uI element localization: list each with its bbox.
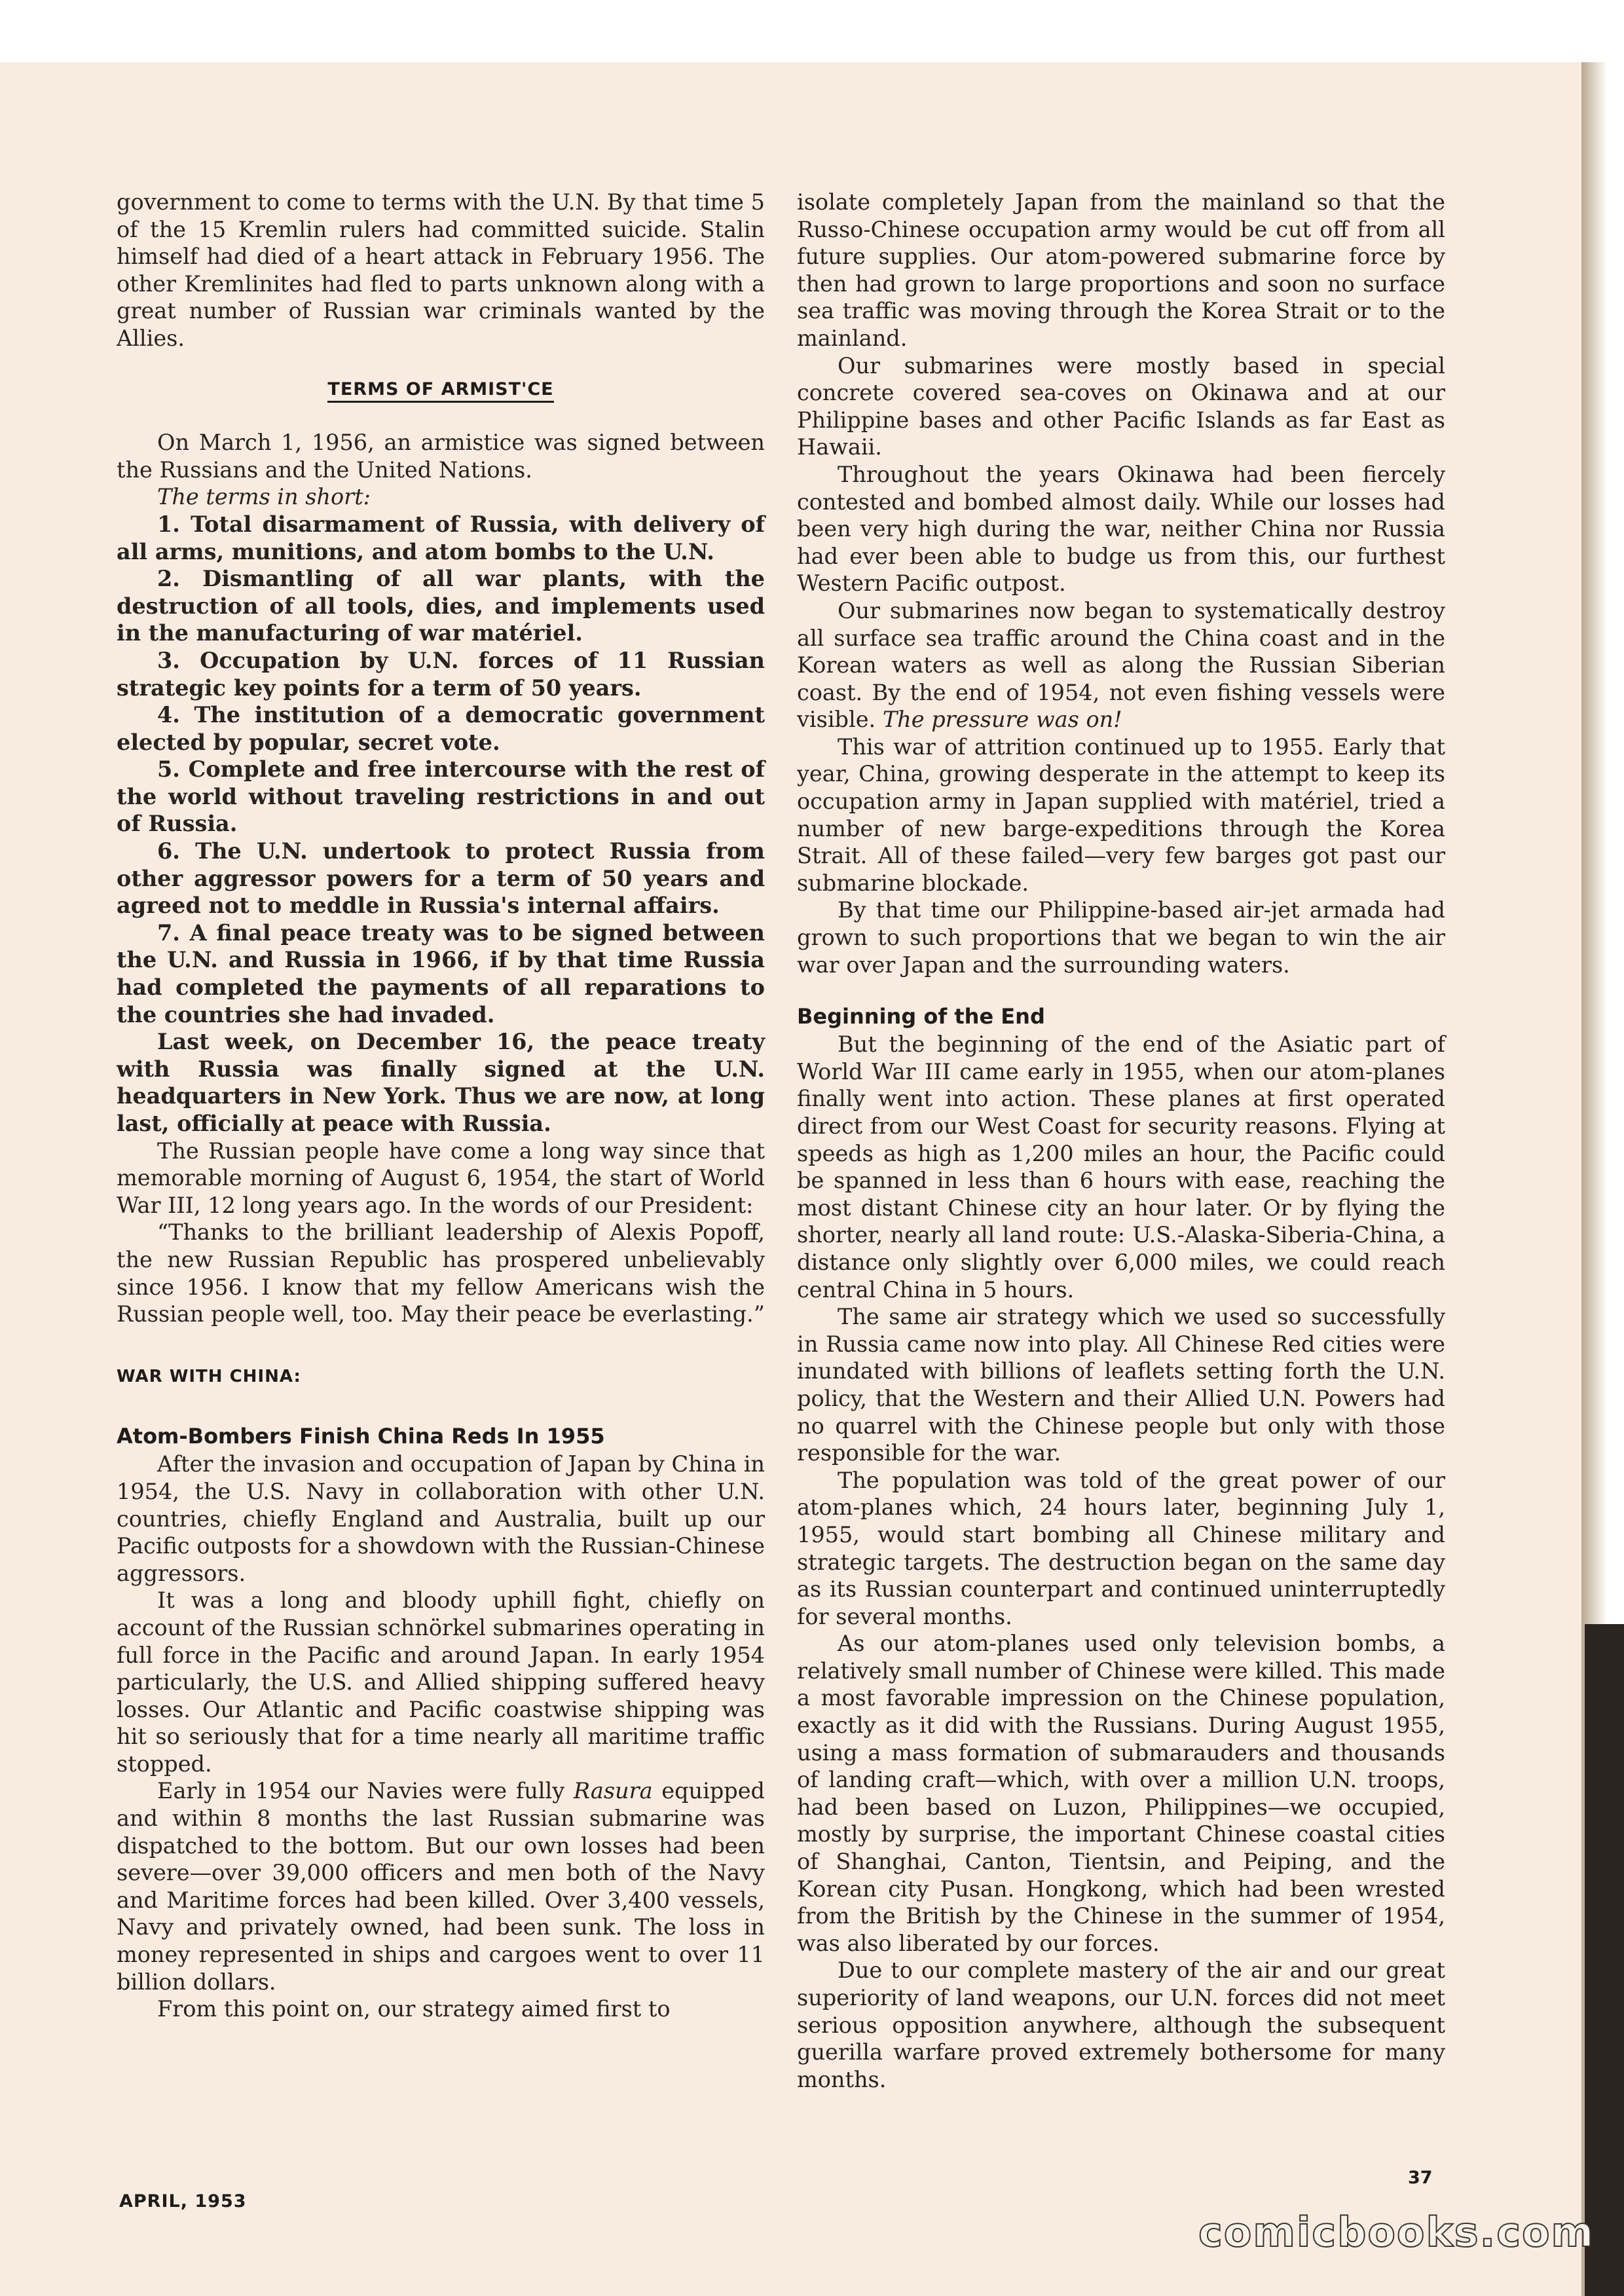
italic-phrase: The pressure was on! [882, 707, 1122, 733]
left-column [117, 189, 765, 2023]
text-run: Our submarines now began to systematically destroy all surface sea traffic around the China coast and in the Korean waters as well as along the Russian Siberian coast. By the end of 1954, not even fishing vessels were visible. [797, 597, 1445, 733]
text-run: Early in 1954 our Navies were fully [157, 1778, 574, 1804]
paragraph [117, 1777, 765, 1995]
issue-date: APRIL, 1953 [119, 2191, 247, 2212]
paragraph: Due to our complete mastery of the air and our great superiority of land weapons, our U.N. forces did not meet serious opposition anywhere, although the subsequent guerilla warfare proved extremely bothersome for many months. [797, 1957, 1445, 2092]
subheading-beginning-of-the-end: Beginning of the End [797, 1004, 1045, 1029]
section-heading-terms [117, 376, 765, 403]
term-item: 5. Complete and free intercourse with the rest of the world without traveling restrictions in and out of Russia. [117, 756, 765, 837]
dark-margin-strip [1585, 1624, 1624, 2296]
term-item: 3. Occupation by U.N. forces of 11 Russian strategic key points for a term of 50 years. [117, 647, 765, 701]
president-quote: “Thanks to the brilliant leadership of Alexis Popoff, the new Russian Republic has prospered unbelievably since 1956. I know that my fellow Americans wish the Russian people well, too. May their peace be everlasting.” [117, 1219, 765, 1327]
terms-heading-text: TERMS OF ARMIST'CE [327, 379, 553, 403]
term-item: 6. The U.N. undertook to protect Russia from other aggressor powers for a term of 50 years and agreed not to meddle in Russia's internal affairs. [117, 838, 765, 919]
paragraph: After the invasion and occupation of Japan by China in 1954, the U.S. Navy in collaboration with other U.N. countries, chiefly England and Australia, built up our Pacific outposts for a showdown with the Russian-Chinese aggressors. [117, 1451, 765, 1586]
term-item: 4. The institution of a democratic government elected by popular, secret vote. [117, 702, 765, 755]
paragraph: The population was told of the great power of our atom-planes which, 24 hours later, beginning July 1, 1955, would start bombing all Chinese military and strategic targets. The destruction began on the same day as its Russian counterpart and continued uninterruptedly for several months. [797, 1467, 1445, 1629]
paragraph: From this point on, our strategy aimed first to [157, 1996, 671, 2022]
paragraph: isolate completely Japan from the mainland so that the Russo-Chinese occupation army would be cut off from all future supplies. Our atom-powered submarine force by then had grown to large proportions and soon no surface sea traffic was moving through the Korea Strait or to the mainland. [797, 189, 1445, 351]
paragraph: The Russian people have come a long way since that memorable morning of August 6, 1954, the start of World War III, 12 long years ago. In the words of our President: [117, 1138, 765, 1218]
paragraph: On March 1, 1956, an armistice was signed between the Russians and the United Nations. [117, 430, 765, 483]
paragraph: It was a long and bloody uphill fight, chiefly on account of the Russian schnörkel submarines operating in full force in the Pacific and around Japan. In early 1954 particularly, the U.S. and Allied shipping suffered heavy losses. Our Atlantic and Pacific coastwise shipping was hit so seriously that for a time nearly all maritime traffic stopped. [117, 1587, 766, 1777]
paragraph: But the beginning of the end of the Asiatic part of World War III came early in 1955, when our atom-planes finally went into action. These planes at first operated direct from our West Coast for security reasons. Flying at speeds as high as 1,200 miles an hour, the Pacific could be spanned in less than 6 hours with ease, reaching the most distant Chinese city an hour later. Or by flying the shorter, nearly all land route: U.S.-Alaska-Siberia-China, a distance only slightly over 6,000 miles, we could reach central China in 5 hours. [797, 1031, 1445, 1303]
term-item: 2. Dismantling of all war plants, with the destruction of all tools, dies, and implements used in the manufacturing of war matériel. [117, 566, 765, 646]
paragraph: Throughout the years Okinawa had been fiercely contested and bombed almost daily. While our losses had been very high during the war, neither China nor Russia had ever been able to budge us from this, our furthest Western Pacific outpost. [797, 461, 1445, 597]
paragraph: As our atom-planes used only television bombs, a relatively small number of Chinese were killed. This made a most favorable impression on the Chinese population, exactly as it did with the Russians. During August 1955, using a mass formation of submarauders and thousands of landing craft—which, with over a million U.N. troops, had been based on Luzon, Philippines—we occupied, mostly by surprise, the important Chinese coastal cities of Shanghai, Canton, Tientsin, and Peiping, and the Korean city Pusan. Hongkong, which had been wrested from the British by the Chinese in the summer of 1954, was also liberated by our forces. [797, 1631, 1445, 1956]
paragraph: This war of attrition continued up to 1955. Early that year, China, growing desperate in the attempt to keep its occupation army in Japan supplied with matériel, tried a number of new barge-expeditions through the Korea Strait. All of these failed—very few barges got past our submarine blockade. [797, 733, 1445, 896]
paragraph [797, 597, 1445, 733]
peace-treaty-paragraph: Last week, on December 16, the peace treaty with Russia was finally signed at the U.N. headquarters in New York. Thus we are now, at long last, officially at peace with Russia. [117, 1029, 765, 1136]
term-item: 7. A final peace treaty was to be signed between the U.N. and Russia in 1966, if by that time Russia had completed the payments of all reparations to the countries she had invaded. [117, 919, 765, 1028]
subheading-atom-bombers: Atom-Bombers Finish China Reds In 1955 [117, 1424, 605, 1449]
right-column [797, 189, 1445, 2093]
site-watermark: comicbooks.com [1198, 2208, 1595, 2256]
term-item: 1. Total disarmament of Russia, with delivery of all arms, munitions, and atom bombs to the U.N. [117, 511, 765, 565]
paragraph: Our submarines were mostly based in special concrete covered sea-coves on Okinawa and at our Philippine bases and other Pacific Islands as far East as Hawaii. [797, 352, 1445, 460]
page-number: 37 [1408, 2168, 1433, 2188]
text-run: equipped and within 8 months the last Russian submarine was dispatched to the bottom. But our own losses had been severe—over 39,000 officers and men both of the Navy and Maritime forces had been killed. Over 3,400 vessels, Navy and privately owned, had been sunk. The loss in money represented in ships and cargoes went to over 11 billion dollars. [117, 1778, 765, 1995]
terms-intro: The terms in short: [157, 484, 371, 510]
italic-term: Rasura [573, 1778, 653, 1804]
paragraph: By that time our Philippine-based air-jet armada had grown to such proportions that we began to win the air war over Japan and the surrounding waters. [797, 897, 1445, 978]
section-heading-war-with-china: WAR WITH CHINA: [117, 1366, 301, 1386]
paragraph: The same air strategy which we used so successfully in Russia came now into play. All Chinese Red cities were inundated with billions of leaflets setting forth the U.N. policy, that the Western and their Allied U.N. Powers had no quarrel with the Chinese people but only with those responsible for the war. [797, 1304, 1445, 1466]
paragraph: government to come to terms with the U.N. By that time 5 of the 15 Kremlin rulers had committed suicide. Stalin himself had died of a heart attack in February 1956. The other Kremlinites had fled to parts unknown along with a great number of Russian war criminals wanted by the Allies. [117, 189, 765, 351]
